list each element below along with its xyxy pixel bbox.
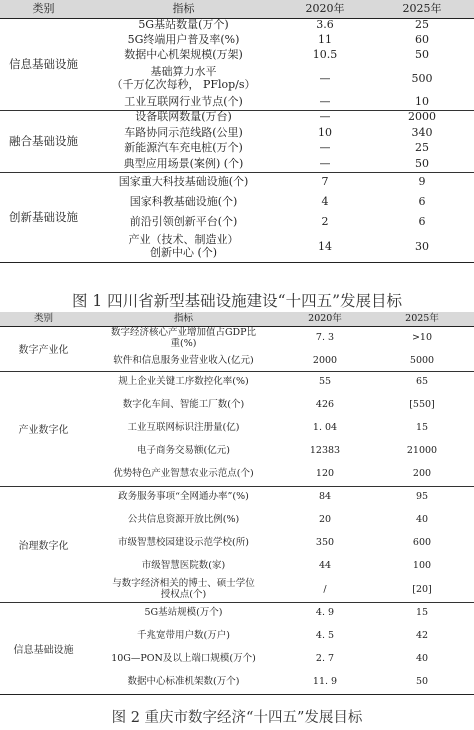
table-row	[0, 172, 474, 192]
category-group	[0, 18, 474, 110]
value-2025-cell: 40	[415, 514, 429, 526]
value-2025-cell: 100	[412, 560, 432, 572]
indicator-cell: 前沿引领创新平台(个)	[129, 214, 238, 228]
category-group	[0, 110, 474, 172]
value-2020-cell: 11. 9	[312, 676, 338, 688]
value-2025-cell: 30	[415, 239, 429, 253]
category-group	[0, 602, 474, 694]
value-2020-cell: 1. 04	[312, 422, 338, 434]
value-2025-cell: 50	[415, 48, 429, 62]
category-label: 信息基础设施	[9, 57, 78, 71]
table-row	[0, 371, 474, 394]
value-2025-cell: 600	[412, 537, 432, 549]
table-row	[0, 351, 474, 371]
value-2025-cell: 340	[411, 125, 433, 139]
row-separator	[0, 18, 474, 19]
header-2020: 2020年	[305, 1, 345, 15]
table-row	[0, 48, 474, 63]
figure-caption-1: 图 1 四川省新型基础设施建设“十四五”发展目标	[71, 292, 403, 310]
indicator-cell: 产业（技术、制造业） 创新中心 (个)	[128, 233, 239, 259]
indicator-cell: 工业互联网行业节点(个)	[124, 95, 243, 109]
indicator-cell: 市级智慧校园建设示范学校(所)	[118, 537, 249, 549]
row-separator	[0, 326, 474, 327]
value-2025-cell: 6	[418, 194, 426, 208]
table-row	[0, 63, 474, 95]
value-2025-cell: 25	[415, 18, 429, 32]
indicator-cell: 数据中心标准机架数(万个)	[127, 676, 240, 688]
value-2020-cell: 11	[318, 33, 332, 47]
value-2020-cell: 2	[321, 214, 329, 228]
value-2025-cell: [20]	[412, 583, 432, 595]
indicator-cell: 政务服务事项“全网通办率”(%)	[118, 491, 249, 503]
value-2020-cell: 44	[318, 560, 332, 572]
value-2025-cell: 500	[411, 71, 433, 85]
indicator-cell: 优势特色产业智慧农业示范点(个)	[113, 468, 254, 480]
indicator-cell: 国家科教基础设施(个)	[129, 194, 238, 208]
value-2020-cell: 2. 7	[315, 653, 335, 665]
value-2020-cell: —	[319, 156, 331, 170]
category-label: 治理数字化	[18, 540, 69, 552]
indicator-cell: 电子商务交易额(亿元)	[137, 445, 230, 457]
value-2025-cell: 10	[415, 95, 429, 109]
table-row	[0, 232, 474, 262]
table-row	[0, 648, 474, 671]
table-row	[0, 509, 474, 532]
indicator-cell: 国家重大科技基础设施(个)	[118, 174, 249, 188]
category-label: 融合基础设施	[9, 134, 78, 148]
value-2025-cell: 21000	[406, 445, 438, 457]
table-row	[0, 417, 474, 440]
indicator-cell: 与数字经济相关的博士、硕士学位 授权点(个)	[112, 578, 255, 600]
value-2020-cell: 426	[315, 399, 335, 411]
value-2020-cell: /	[323, 583, 327, 595]
value-2020-cell: 4	[321, 194, 329, 208]
value-2020-cell: 10	[318, 125, 332, 139]
value-2020-cell: —	[319, 110, 331, 124]
header-indicator: 指标	[172, 1, 195, 15]
value-2025-cell: 2000	[408, 110, 436, 124]
header-category: 类别	[32, 1, 55, 15]
header-indicator: 指标	[173, 312, 193, 324]
table-sichuan	[0, 0, 474, 287]
value-2020-cell: —	[319, 71, 331, 85]
value-2020-cell: 7	[321, 174, 329, 188]
value-2020-cell: —	[319, 141, 331, 155]
value-2025-cell: 200	[412, 468, 432, 480]
header-category: 类别	[33, 312, 53, 324]
value-2025-cell: 15	[415, 422, 429, 434]
table-row	[0, 156, 474, 172]
table-row	[0, 602, 474, 625]
indicator-cell: 工业互联网标识注册量(亿)	[127, 422, 240, 434]
header-2025: 2025年	[405, 312, 439, 324]
header-2020: 2020年	[308, 312, 342, 324]
value-2020-cell: 4. 9	[315, 607, 335, 619]
category-group	[0, 326, 474, 371]
indicator-cell: 典型应用场景(案例) (个)	[123, 156, 244, 170]
value-2020-cell: 14	[318, 239, 332, 253]
table-row	[0, 212, 474, 232]
table-header	[0, 312, 474, 326]
value-2025-cell: 65	[415, 376, 429, 388]
value-2025-cell: 50	[415, 676, 429, 688]
category-group	[0, 172, 474, 262]
value-2025-cell: 25	[415, 141, 429, 155]
value-2020-cell: 2000	[312, 354, 338, 366]
category-label: 数字产业化	[18, 345, 69, 356]
table-row	[0, 671, 474, 694]
value-2025-cell: 50	[415, 156, 429, 170]
indicator-cell: 基础算力水平 （千万亿次每秒， PFlop/s）	[111, 65, 256, 91]
indicator-cell: 公共信息资源开放比例(%)	[127, 514, 240, 526]
value-2025-cell: >10	[411, 332, 433, 344]
value-2020-cell: 20	[318, 514, 332, 526]
indicator-cell: 10G—PON及以上端口规模(万个)	[111, 653, 256, 665]
table-row	[0, 110, 474, 125]
category-label: 产业数字化	[18, 425, 69, 436]
indicator-cell: 数据中心机架规模(万架)	[124, 48, 243, 62]
indicator-cell: 软件和信息服务业营业收入(亿元)	[113, 354, 254, 366]
row-separator	[0, 694, 474, 695]
table-row	[0, 18, 474, 33]
table-header	[0, 0, 474, 18]
category-label: 信息基础设施	[13, 644, 74, 656]
table-row	[0, 33, 474, 48]
indicator-cell: 规上企业关键工序数控化率(%)	[118, 376, 249, 388]
value-2025-cell: 95	[415, 491, 429, 503]
indicator-cell: 5G基站数量(万个)	[138, 18, 229, 32]
value-2020-cell: 10.5	[312, 48, 338, 62]
table-row	[0, 532, 474, 555]
value-2025-cell: [550]	[409, 399, 435, 411]
table-row	[0, 95, 474, 110]
value-2025-cell: 6	[418, 214, 426, 228]
table-row	[0, 125, 474, 141]
value-2020-cell: —	[319, 95, 331, 109]
row-separator	[0, 262, 474, 263]
table-chongqing	[0, 312, 474, 699]
table-row	[0, 440, 474, 463]
value-2025-cell: 15	[415, 607, 429, 619]
value-2020-cell: 120	[315, 468, 335, 480]
table-row	[0, 578, 474, 602]
table-row	[0, 394, 474, 417]
value-2020-cell: 55	[318, 376, 332, 388]
indicator-cell: 5G基站规模(万个)	[144, 607, 223, 619]
value-2020-cell: 4. 5	[315, 630, 335, 642]
header-2025: 2025年	[402, 1, 442, 15]
category-label: 创新基础设施	[9, 210, 78, 224]
category-group	[0, 371, 474, 486]
value-2020-cell: 84	[318, 491, 332, 503]
figure-caption-2: 图 2 重庆市数字经济“十四五”发展目标	[111, 710, 363, 726]
indicator-cell: 5G终端用户普及率(%)	[127, 33, 240, 47]
value-2025-cell: 5000	[409, 354, 435, 366]
table-row	[0, 625, 474, 648]
value-2020-cell: 3.6	[316, 18, 334, 32]
table-row	[0, 463, 474, 486]
indicator-cell: 千兆宽带用户数(万户)	[137, 630, 230, 642]
value-2020-cell: 350	[315, 537, 335, 549]
indicator-cell: 新能源汽车充电桩(万个)	[124, 141, 243, 155]
table-row	[0, 326, 474, 351]
value-2020-cell: 7. 3	[315, 332, 335, 344]
value-2025-cell: 40	[415, 653, 429, 665]
table-row	[0, 141, 474, 156]
table-row	[0, 486, 474, 509]
value-2025-cell: 60	[415, 33, 429, 47]
indicator-cell: 数字经济核心产业增加值占GDP比 重(%)	[110, 326, 257, 349]
value-2025-cell: 9	[418, 174, 426, 188]
table-row	[0, 555, 474, 578]
table-row	[0, 192, 474, 212]
indicator-cell: 设备联网数量(万台)	[135, 110, 232, 124]
indicator-cell: 数字化车间、智能工厂数(个)	[122, 399, 245, 411]
value-2025-cell: 42	[415, 630, 429, 642]
indicator-cell: 市级智慧医院数(家)	[141, 560, 226, 572]
value-2020-cell: 12383	[309, 445, 341, 457]
indicator-cell: 车路协同示范线路(公里)	[124, 125, 243, 139]
category-group	[0, 486, 474, 602]
